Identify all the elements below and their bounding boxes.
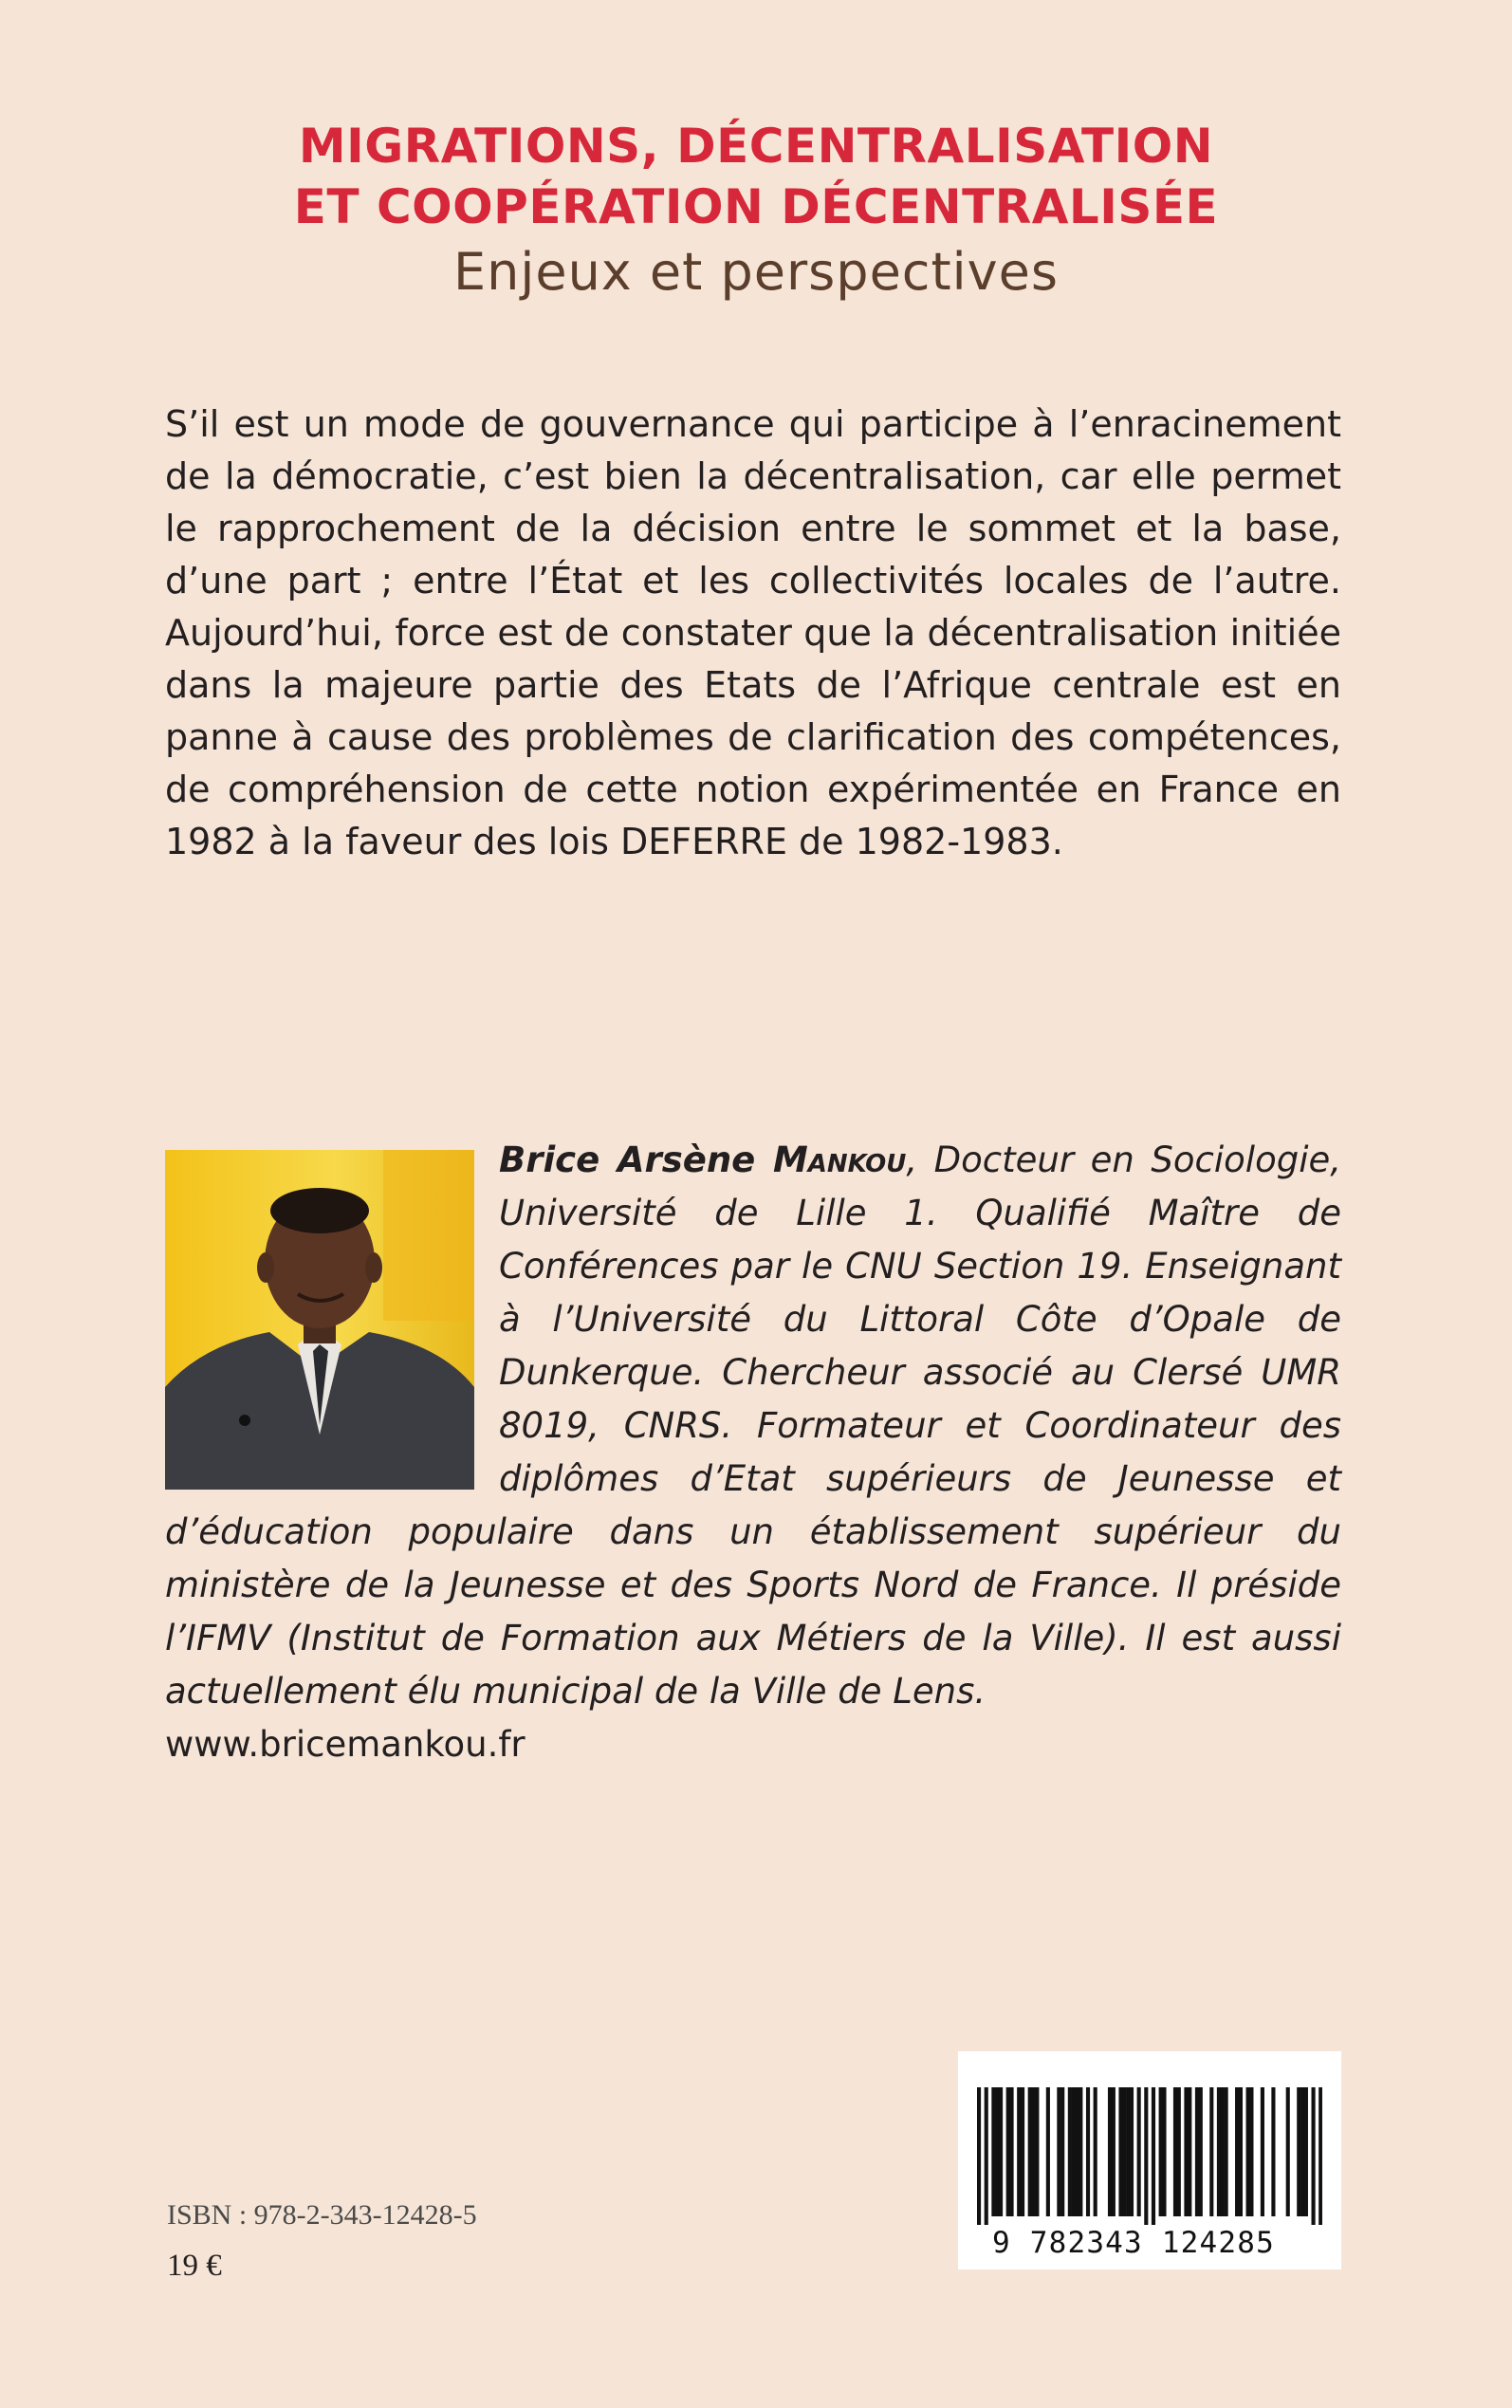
barcode xyxy=(958,2051,1341,2269)
barcode-bar xyxy=(1094,2087,1097,2216)
barcode-bar xyxy=(1006,2087,1010,2216)
barcode-bar xyxy=(1304,2087,1308,2216)
barcode-bar xyxy=(1009,2087,1013,2216)
book-title xyxy=(0,116,1512,237)
price-label: 19 € xyxy=(167,2249,222,2283)
barcode-bar xyxy=(1122,2087,1126,2216)
barcode-bar xyxy=(1209,2087,1213,2216)
photo-spacer xyxy=(165,1134,499,1506)
barcode-bar xyxy=(1057,2087,1060,2216)
barcode-bar xyxy=(1162,2087,1166,2216)
book-subtitle: Enjeux et perspectives xyxy=(453,242,1059,302)
author-website: www.bricemankou.fr xyxy=(165,1724,526,1765)
barcode-bar xyxy=(1195,2087,1199,2216)
barcode-bar xyxy=(1246,2087,1250,2216)
barcode-bar xyxy=(1318,2087,1322,2225)
barcode-bar xyxy=(991,2087,995,2216)
barcode-bar xyxy=(1271,2087,1275,2216)
barcode-bar xyxy=(1239,2087,1243,2216)
book-summary: S’il est un mode de gouvernance qui participe à l’enracinement de la démocratie, c’est bien la décentralisation, car elle permet le rapprochement de la décision entre le sommet et la base, d’une part ; entre l’État et les collectivités locales de l’autre. Aujourd’hui, force est de constater que la décentralisation initiée dans la majeure partie des Etats de l’Afrique centrale est en panne à cause des problèmes de clarification des compétences, de compréhension de cette notion expérimentée en France en 1982 à la faveur des lois DEFERRE de 1982-1983. xyxy=(165,403,1341,862)
barcode-bar xyxy=(1068,2087,1072,2216)
barcode-bar xyxy=(1060,2087,1064,2216)
barcode-bar xyxy=(1217,2087,1221,2216)
barcode-bar xyxy=(1312,2087,1316,2225)
title-line-1: MIGRATIONS, DÉCENTRALISATION xyxy=(298,118,1214,174)
barcode-bar xyxy=(1017,2087,1021,2216)
barcode-bar xyxy=(1028,2087,1032,2216)
barcode-bar xyxy=(1079,2087,1082,2216)
author-bio xyxy=(165,1134,1341,1771)
barcode-bar xyxy=(1130,2087,1134,2216)
barcode-bar xyxy=(1188,2087,1191,2216)
author-surname: Mankou xyxy=(772,1139,907,1180)
barcode-bar xyxy=(1235,2087,1239,2216)
barcode-bar xyxy=(995,2087,999,2216)
title-line-2: ET COOPÉRATION DÉCENTRALISÉE xyxy=(293,178,1219,234)
barcode-bar xyxy=(1031,2087,1035,2216)
barcode-bar xyxy=(1184,2087,1188,2216)
barcode-bar xyxy=(1144,2087,1148,2225)
barcode-bar xyxy=(1286,2087,1290,2216)
barcode-bar xyxy=(977,2087,981,2225)
author-first-names: Brice Arsène xyxy=(499,1139,773,1180)
barcode-bar xyxy=(1086,2087,1090,2216)
barcode-digits: 9 782343 124285 xyxy=(992,2226,1275,2260)
author-bio-text: , Docteur en Sociologie, Université de Lille 1. Qualifié Maître de Conférences par le CNU Section 19. Enseignant à l’Université du Littoral Côte d’Opale de Dunkerque. Chercheur associé au Clersé UMR 8019, CNRS. Formateur et Coordinateur des diplômes d’Etat supérieurs de Jeunesse et d’éducation populaire dans un établissement supérieur du ministère de la Jeunesse et des Sports Nord de France. Il préside l’IFMV (Institut de Formation aux Métiers de la Ville). Il est aussi actuellement élu municipal de la Ville de Lens. xyxy=(165,1139,1341,1712)
barcode-bar xyxy=(1225,2087,1228,2216)
barcode-bar xyxy=(1173,2087,1177,2216)
barcode-bar xyxy=(1118,2087,1122,2216)
barcode-bar xyxy=(1221,2087,1225,2216)
barcode-bar xyxy=(1159,2087,1163,2216)
barcode-bar xyxy=(1108,2087,1112,2216)
barcode-bar xyxy=(1297,2087,1300,2216)
barcode-bar xyxy=(999,2087,1003,2216)
barcode-bar xyxy=(985,2087,988,2225)
barcode-bar xyxy=(1046,2087,1050,2216)
barcode-bar xyxy=(1199,2087,1203,2216)
barcode-bar xyxy=(1021,2087,1024,2216)
barcode-bars xyxy=(977,2087,1322,2225)
barcode-bar xyxy=(1126,2087,1130,2216)
barcode-bar xyxy=(1261,2087,1264,2216)
barcode-bar xyxy=(1035,2087,1039,2216)
barcode-bar xyxy=(1075,2087,1079,2216)
isbn-label: ISBN : 978-2-343-12428-5 xyxy=(167,2199,477,2231)
barcode-bar xyxy=(1249,2087,1253,2216)
barcode-bar xyxy=(1300,2087,1304,2216)
barcode-bar xyxy=(1112,2087,1116,2216)
barcode-bar xyxy=(1137,2087,1141,2216)
barcode-bar xyxy=(1177,2087,1181,2216)
barcode-bar xyxy=(1072,2087,1076,2216)
barcode-bar xyxy=(1152,2087,1155,2225)
